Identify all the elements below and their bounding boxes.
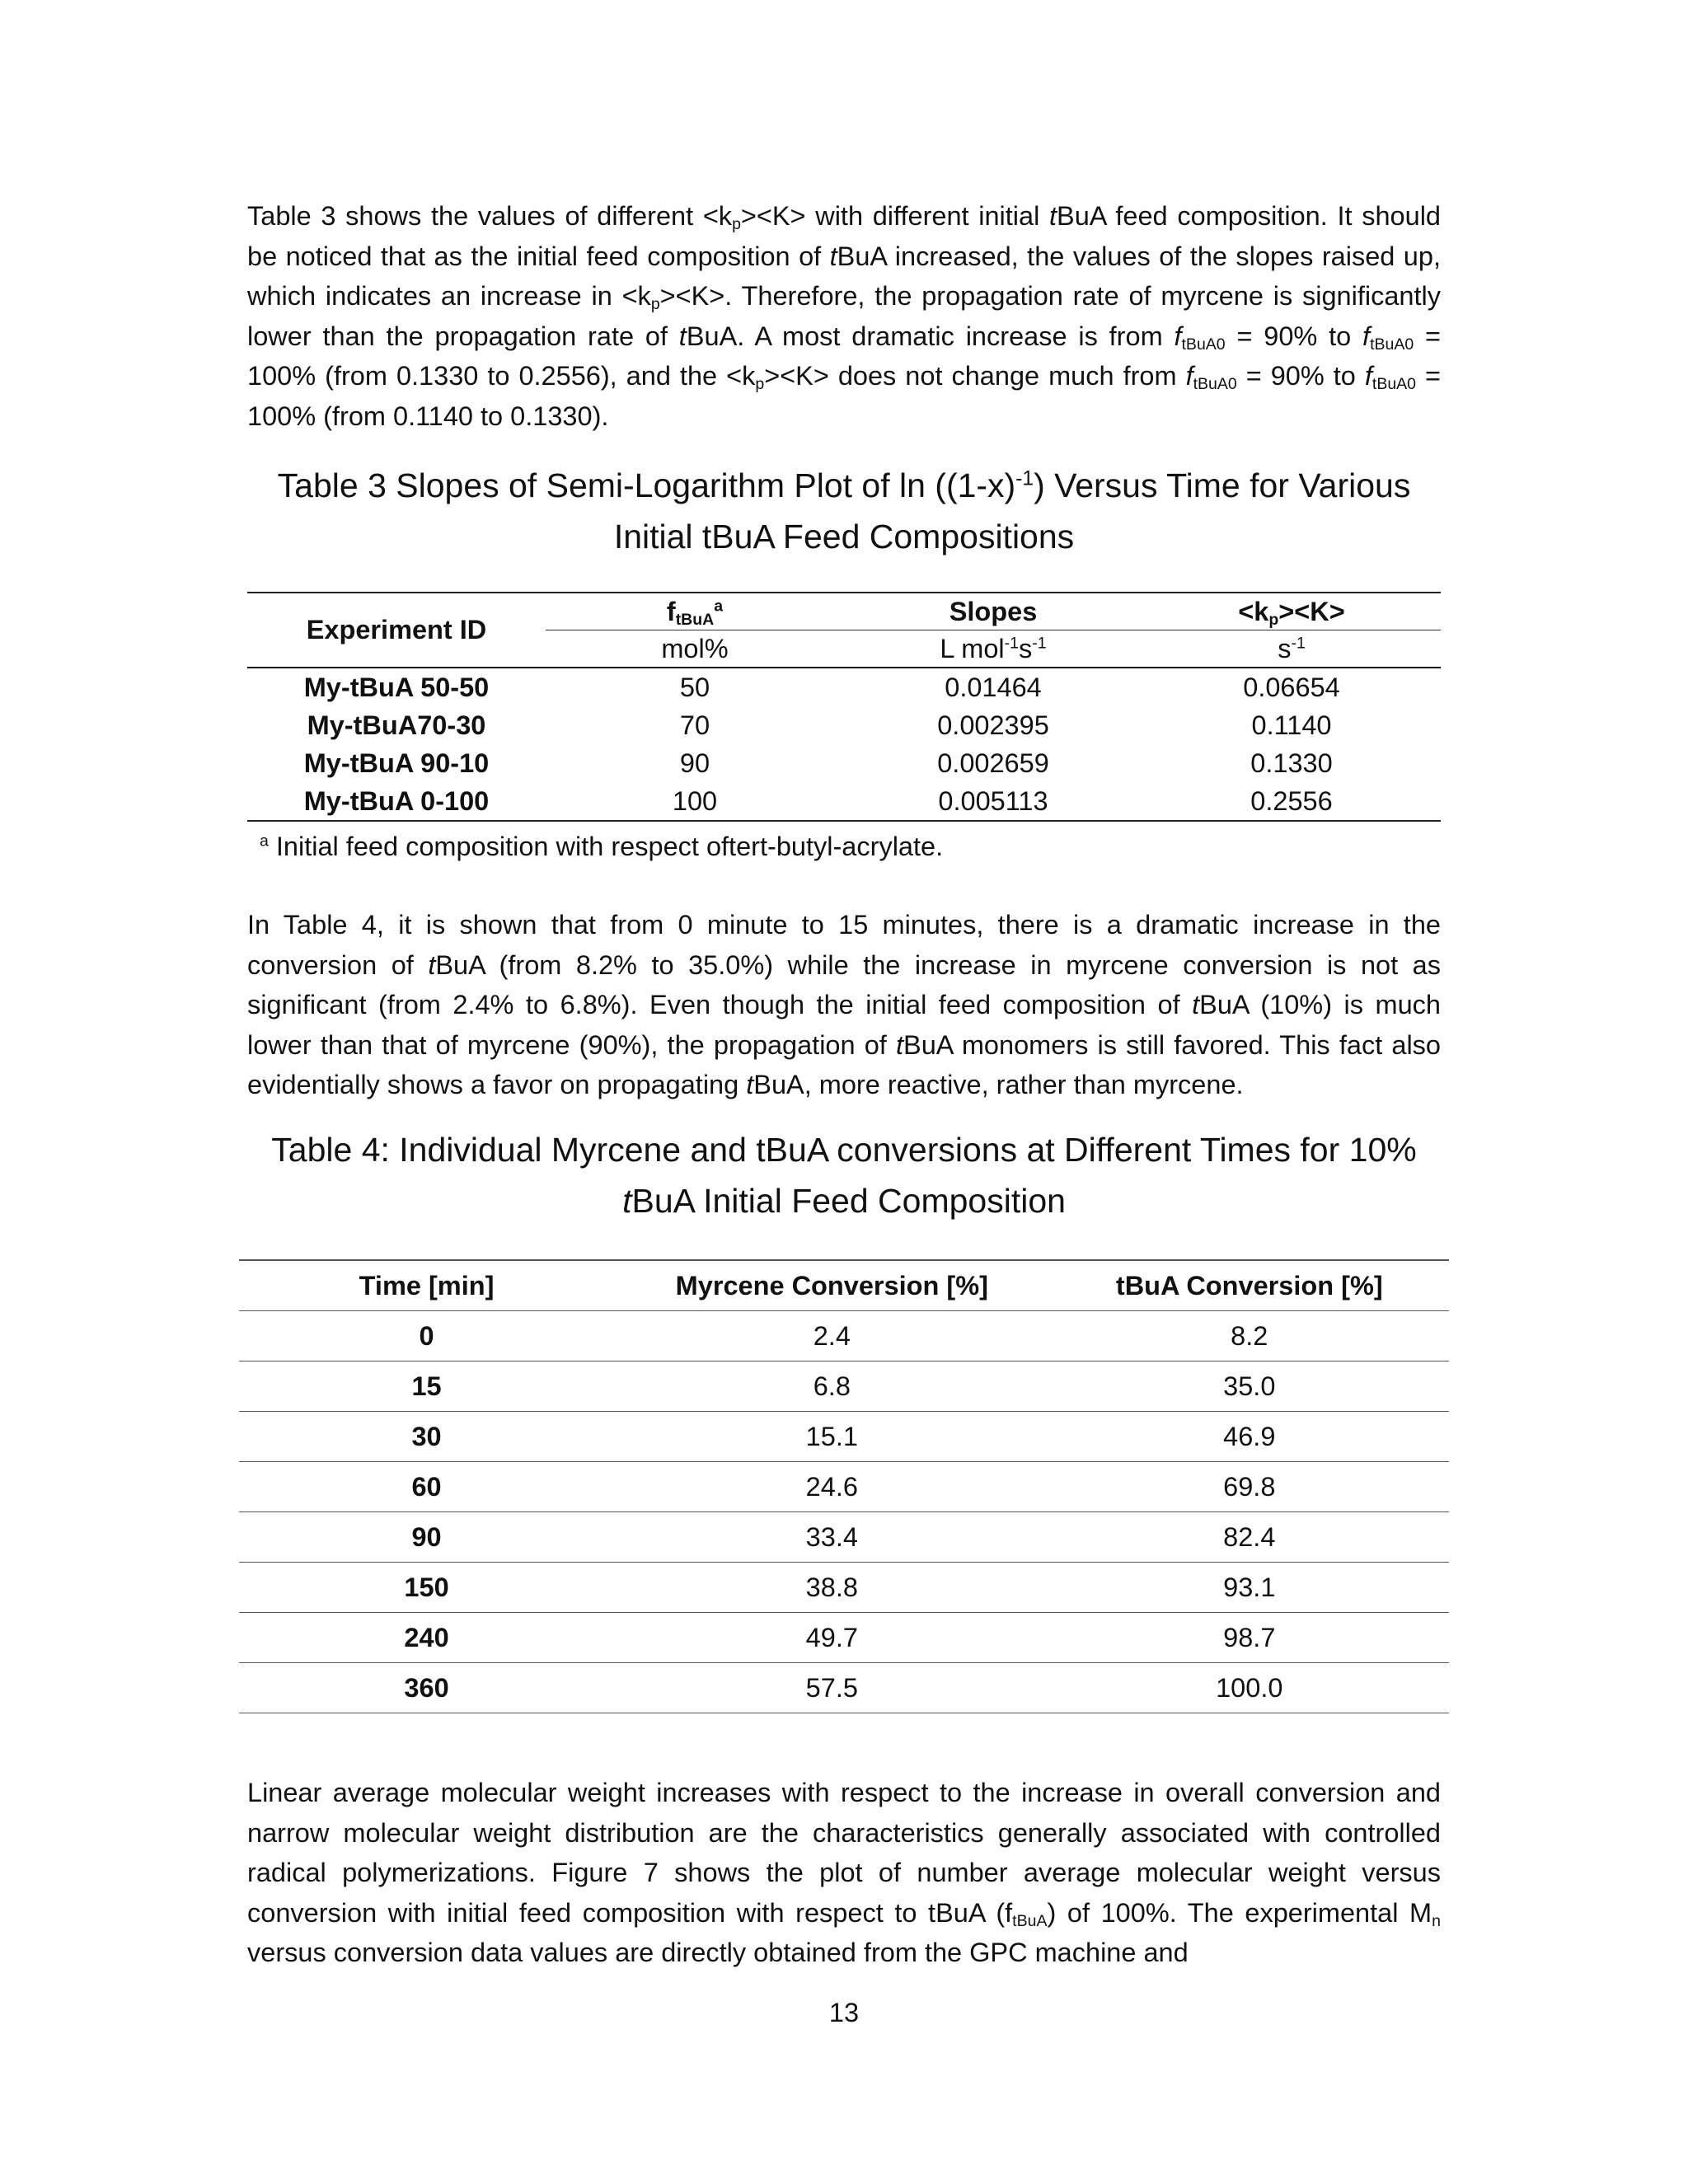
cell-time: 240 — [239, 1613, 614, 1663]
cell-time: 30 — [239, 1412, 614, 1462]
header-slopes: Slopes — [844, 593, 1142, 630]
cell-time: 360 — [239, 1663, 614, 1713]
cell-slope: 0.01464 — [945, 672, 1042, 702]
table-row — [247, 782, 1441, 821]
paragraph-1: Table 3 shows the values of different $<k_p><K>$ with different initial tBuA feed composition. It should be noticed that as the initial feed composition of tBuA increased, the values of the slopes raised up, which indicates an increase in $<k_p><K>$. Therefore, the propagation rate of myrcene is significantly lower than the propagation rate of tBuA. A most dramatic increase is from $f_{tBuA0} = 90\%$ to $f_{tBuA0} = 100\%$ (from 0.1330 to 0.2556), and the $<k_p><K>$ does not change much from $f_{tBuA0} = 90\%$ to $f_{tBuA0} = 100\%$ (from 0.1140 to 0.1330). — [247, 201, 1442, 431]
cell-myrcene: 24.6 — [614, 1462, 1049, 1512]
cell-f: 90 — [679, 748, 710, 778]
header-tbua-conversion: tBuA Conversion [%] — [1050, 1260, 1449, 1311]
cell-tbua: 100.0 — [1050, 1663, 1449, 1713]
header-f-tbua: $f_{tBuA}^a$ — [546, 593, 844, 630]
cell-id: My-tBuA 90-10 — [303, 748, 490, 778]
header-kp-k: $<k_p><K>$ — [1142, 593, 1441, 630]
table-row — [239, 1462, 1449, 1512]
cell-myrcene: 15.1 — [614, 1412, 1049, 1462]
cell-kk: 0.1140 — [1251, 710, 1332, 740]
paragraph-2: In Table 4, it is shown that from 0 minute to 15 minutes, there is a dramatic increase in the conversion of tBuA (from 8.2% to 35.0%) while the increase in myrcene conversion is not as significant (from 2.4% to 6.8%). Even though the initial feed composition of tBuA (10%) is much lower than that of myrcene (90%), the propagation of tBuA monomers is still favored. This fact also evidentially shows a favor on propagating tBuA, more reactive, rather than myrcene. — [247, 910, 1442, 1099]
cell-myrcene: 33.4 — [614, 1512, 1049, 1563]
table-3-caption: Table 3 Slopes of Semi-Logarithm Plot of $\ln ((1-x)^{-1})$ Versus Time for Various Initial tBuA Feed Compositions — [277, 466, 1411, 555]
cell-time: 90 — [239, 1512, 614, 1563]
header-experiment-id: Experiment ID — [247, 593, 546, 668]
cell-kk: 0.06654 — [1243, 672, 1340, 702]
cell-tbua: 46.9 — [1050, 1412, 1449, 1462]
unit-slopes: L $mol^{-1}s^{-1}$ — [844, 630, 1142, 668]
cell-id: My-tBuA 50-50 — [303, 672, 490, 702]
unit-kp-k: $s^{-1}$ — [1142, 630, 1441, 668]
cell-kk: 0.2556 — [1142, 782, 1441, 821]
table-row — [239, 1412, 1449, 1462]
cell-time: 60 — [239, 1462, 614, 1512]
paragraph-3: Linear average molecular weight increases with respect to the increase in overall conversion and narrow molecular weight distribution are the characteristics generally associated with controlled radical polymerizations. Figure 7 shows the plot of number average molecular weight versus conversion with initial feed composition with respect to tBuA $(f_{tBuA})$ of 100%. The experimental $M_n$ versus conversion data values are directly obtained from the GPC machine and — [247, 1778, 1441, 1967]
unit-f: mol% — [546, 630, 844, 668]
cell-f: 100 — [546, 782, 844, 821]
cell-time: 0 — [239, 1311, 614, 1361]
cell-myrcene: 6.8 — [614, 1361, 1049, 1412]
cell-tbua: 98.7 — [1050, 1613, 1449, 1663]
cell-tbua: 69.8 — [1050, 1462, 1449, 1512]
cell-slope: 0.002659 — [937, 748, 1049, 778]
table-4 — [239, 1259, 1449, 1713]
cell-tbua: 93.1 — [1050, 1563, 1449, 1613]
header-myrcene-conversion: Myrcene Conversion [%] — [614, 1260, 1049, 1311]
header-time: Time [min] — [239, 1260, 614, 1311]
cell-myrcene: 38.8 — [614, 1563, 1049, 1613]
cell-slope: 0.002395 — [937, 710, 1049, 740]
table-row — [247, 668, 1441, 706]
table-row — [239, 1663, 1449, 1713]
cell-id: My-tBuA 0-100 — [247, 782, 546, 821]
table-row — [239, 1311, 1449, 1361]
cell-tbua: 82.4 — [1050, 1512, 1449, 1563]
table-3-footnote: $^a$ Initial feed composition with respect oftert-butyl-acrylate. — [260, 832, 944, 861]
table-row — [247, 706, 1441, 744]
cell-tbua: 8.2 — [1050, 1311, 1449, 1361]
cell-tbua: 35.0 — [1050, 1361, 1449, 1412]
cell-f: 70 — [679, 710, 710, 740]
page-number: 13 — [828, 1998, 860, 2027]
cell-myrcene: 2.4 — [614, 1311, 1049, 1361]
table-3 — [247, 592, 1441, 822]
cell-myrcene: 57.5 — [614, 1663, 1049, 1713]
cell-time: 150 — [239, 1563, 614, 1613]
cell-myrcene: 49.7 — [614, 1613, 1049, 1663]
cell-time: 15 — [239, 1361, 614, 1412]
cell-f: 50 — [679, 672, 710, 702]
table-row — [239, 1613, 1449, 1663]
table-row — [239, 1512, 1449, 1563]
table-row — [239, 1563, 1449, 1613]
table-row — [247, 744, 1441, 782]
table-4-caption: Table 4: Individual Myrcene and tBuA conversions at Different Times for 10% tBuA Initial Feed Composition — [271, 1131, 1417, 1220]
cell-slope: 0.005113 — [844, 782, 1142, 821]
cell-kk: 0.1330 — [1250, 748, 1333, 778]
cell-id: My-tBuA70-30 — [307, 710, 486, 740]
table-row — [239, 1361, 1449, 1412]
